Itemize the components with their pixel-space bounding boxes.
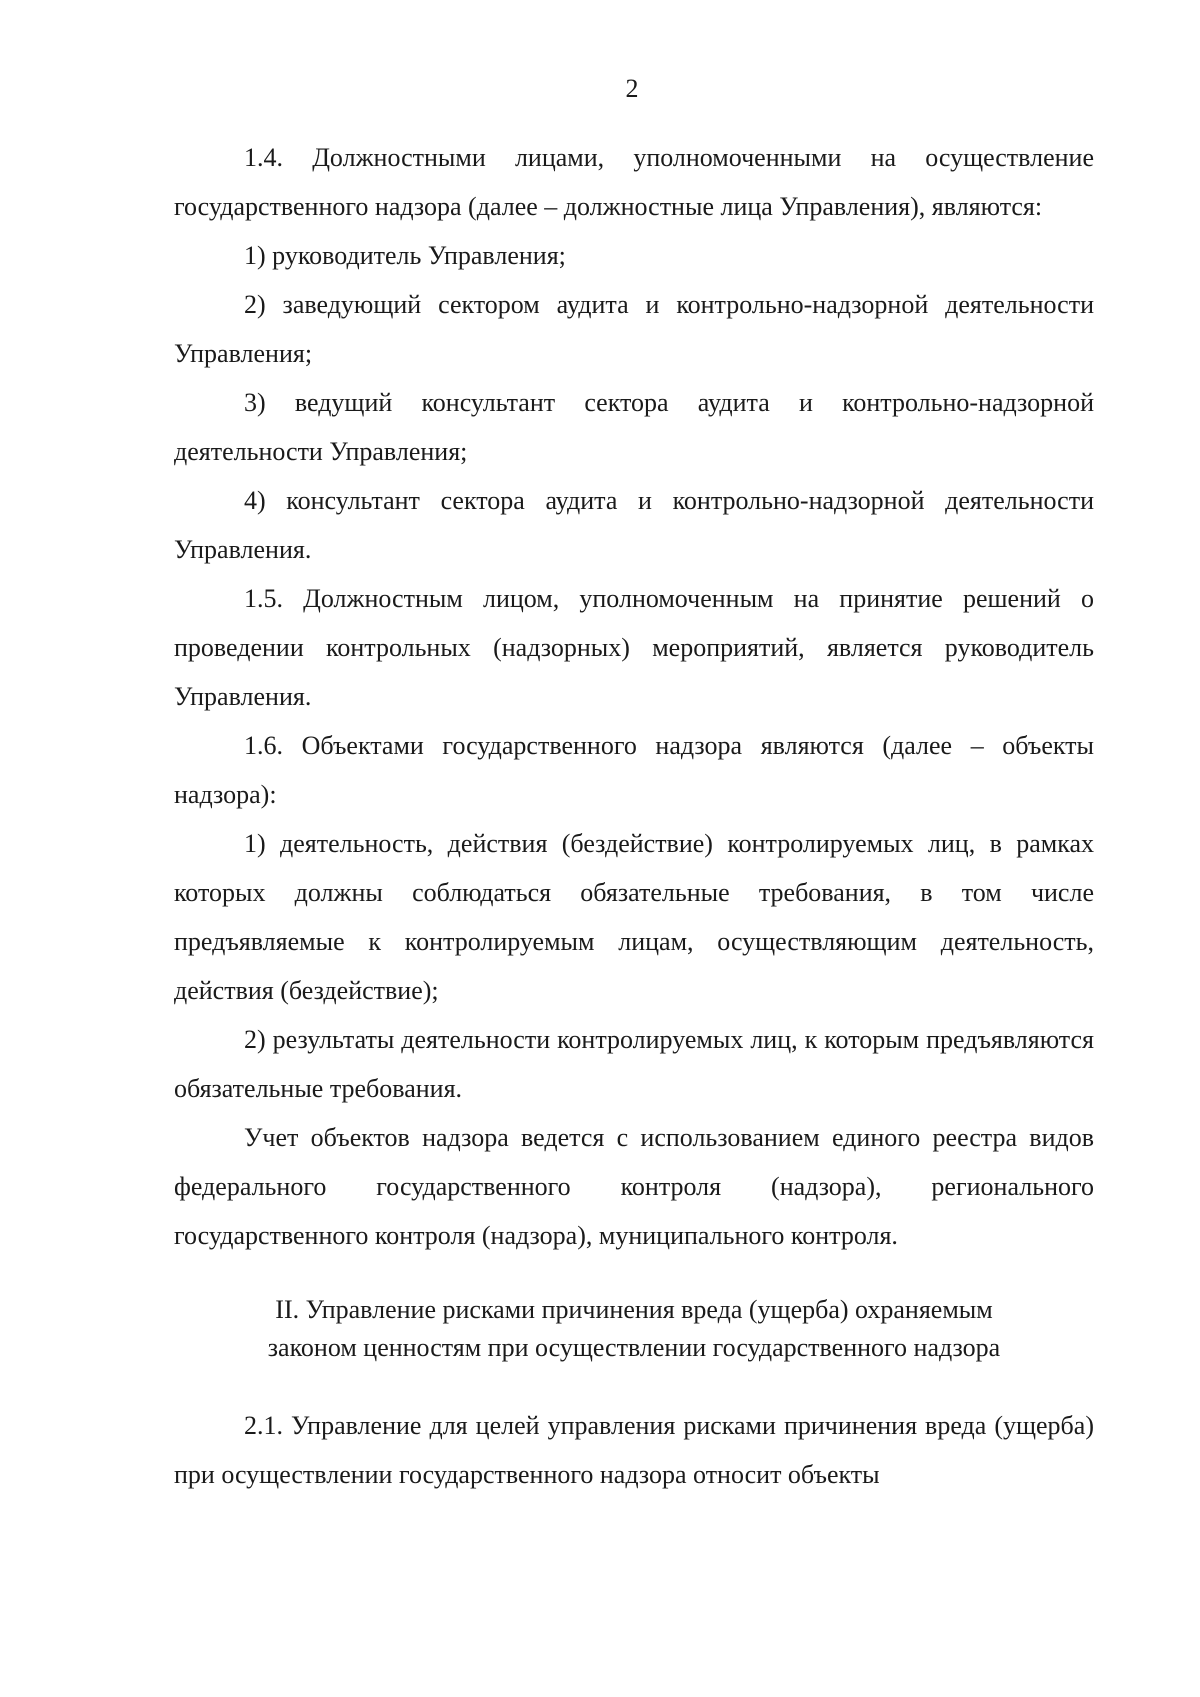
- section-heading-line-2: законом ценностям при осуществлении государственного надзора: [267, 1333, 1001, 1362]
- paragraph-1-4: 1.4. Должностными лицами, уполномоченными на осуществление государственного надзора (далее – должностные лица Управления), являются:: [174, 143, 1094, 221]
- paragraph-2-1: 2.1. Управление для целей управления рисками причинения вреда (ущерба) при осуществлении государственного надзора относит объекты: [174, 1411, 1094, 1489]
- objects-item-2: 2) результаты деятельности контролируемых лиц, к которым предъявляются обязательные требования.: [174, 1025, 1094, 1103]
- objects-item-1: 1) деятельность, действия (бездействие) контролируемых лиц, в рамках которых должны соблюдаться обязательные требования, в том числе предъявляемые к контролируемым лицам, осуществляющим деятельность, действия (бездействие);: [174, 829, 1094, 1005]
- paragraph-1-6: 1.6. Объектами государственного надзора являются (далее – объекты надзора):: [174, 731, 1094, 809]
- list-item-1: 1) руководитель Управления;: [244, 241, 566, 270]
- section-heading-line-1: II. Управление рисками причинения вреда (ущерба) охраняемым: [275, 1295, 993, 1324]
- paragraph-1-5: 1.5. Должностным лицом, уполномоченным на принятие решений о проведении контрольных (надзорных) мероприятий, является руководитель Управления.: [174, 584, 1094, 711]
- list-item-4: 4) консультант сектора аудита и контрольно-надзорной деятельности Управления.: [174, 486, 1094, 564]
- section-heading: [174, 1291, 1094, 1367]
- list-item-3: 3) ведущий консультант сектора аудита и контрольно-надзорной деятельности Управления;: [174, 388, 1094, 466]
- list-item-2: 2) заведующий сектором аудита и контрольно-надзорной деятельности Управления;: [174, 290, 1094, 368]
- registry-paragraph: Учет объектов надзора ведется с использованием единого реестра видов федерального государственного контроля (надзора), регионального государственного контроля (надзора), муниципального контроля.: [174, 1123, 1094, 1250]
- page-number: 2: [625, 74, 639, 103]
- document-body: [174, 133, 1094, 1499]
